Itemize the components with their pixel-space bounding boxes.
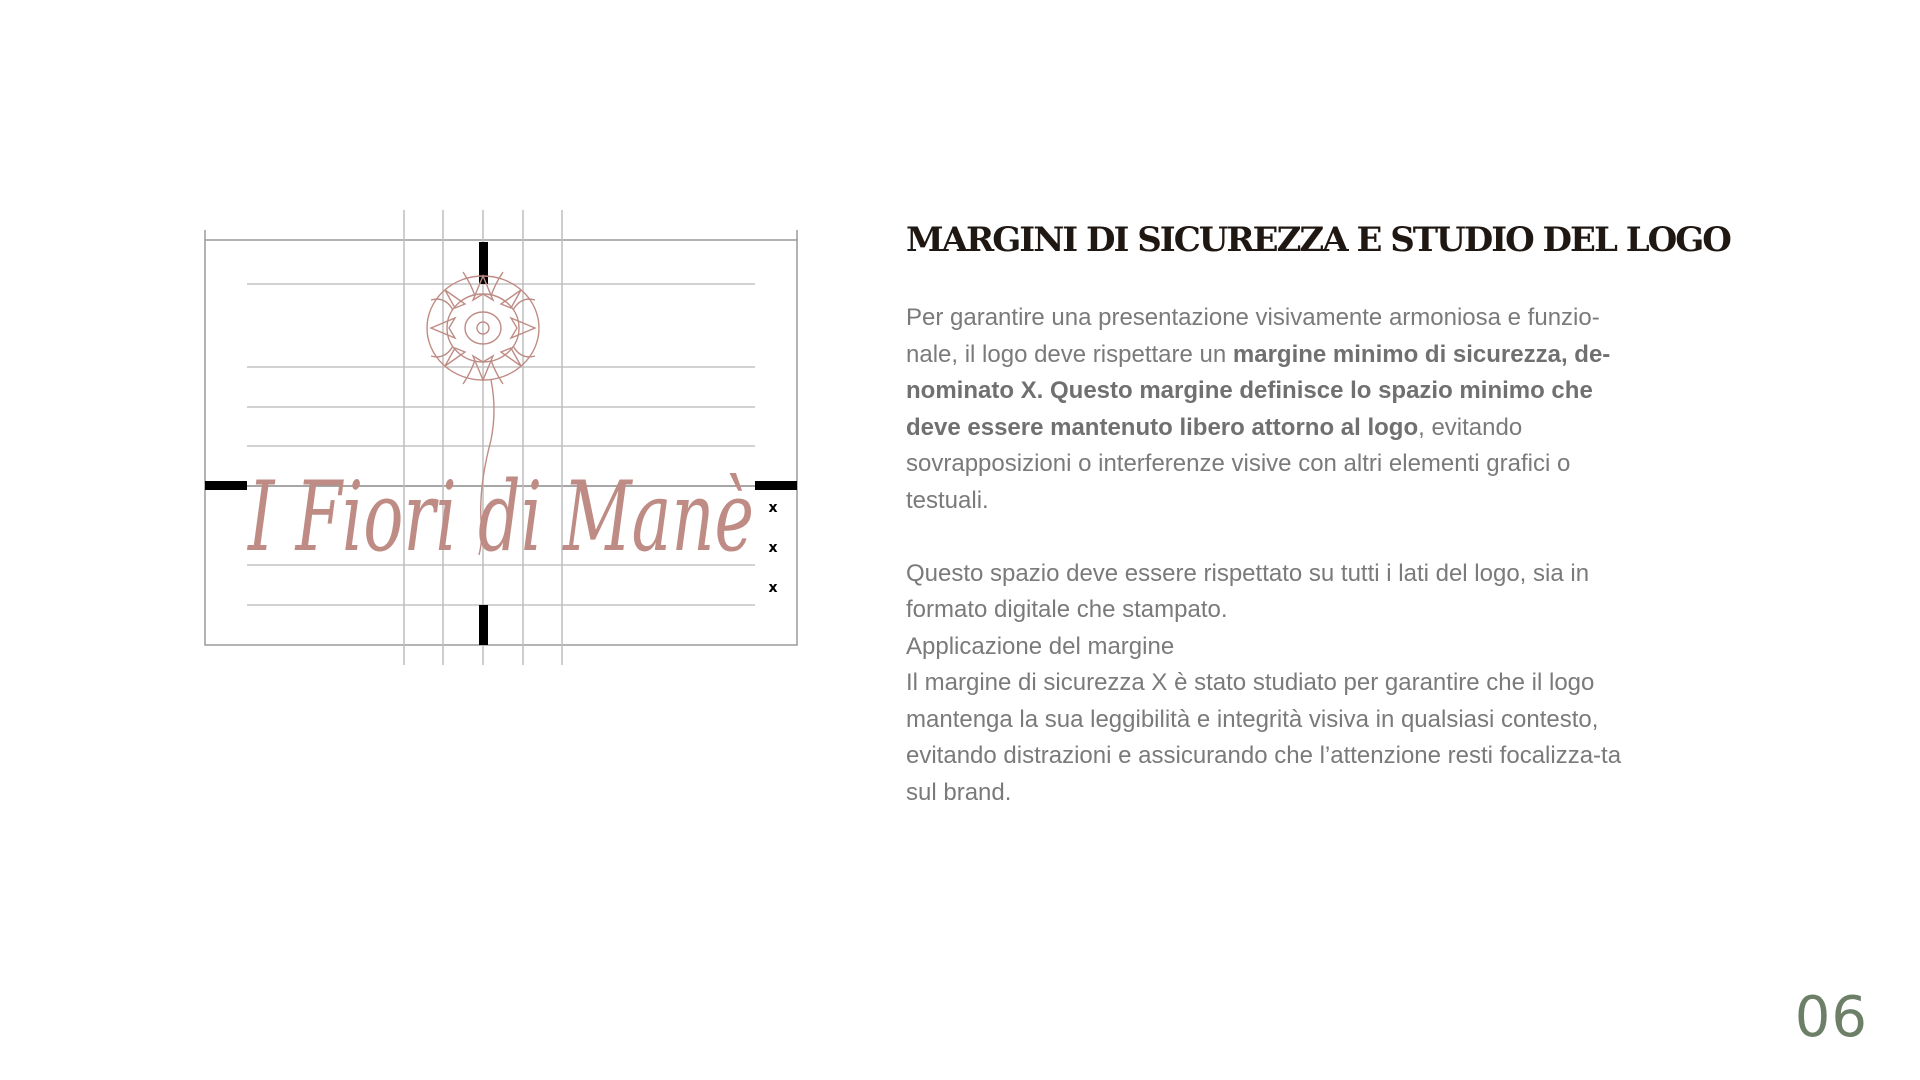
application-heading: Applicazione del margine (906, 632, 1175, 660)
rule-paragraph: Questo spazio deve essere rispettato su tutti i lati del logo, sia in formato digitale che stampato. (906, 559, 1590, 623)
left-margin-marker (205, 481, 247, 490)
logo-grid-diagram (195, 200, 805, 675)
application-paragraph: Il margine di sicurezza X è stato studiato per garantire che il logo mantenga la sua leggibilità e integrità visiva in qualsiasi contesto, evitando distrazioni e assicurando che l’attenzione resti focalizza-ta sul brand. (906, 669, 1622, 806)
margin-x-label: x (768, 540, 778, 556)
bottom-margin-marker (479, 605, 488, 645)
content-column (906, 220, 1730, 811)
page-number: 06 (1794, 985, 1868, 1050)
intro-text: Per garantire una presentazione visivamente armoniosa e funzio-nale, il logo deve rispettare un (906, 304, 1600, 368)
intro-text-end: , evitando sovrapposizioni o interferenze visive con altri elementi grafici o testuali. (906, 413, 1571, 514)
intro-paragraph (906, 300, 1636, 519)
intro-bold-text: margine minimo di sicurezza, de-nominato X. Questo margine definisce lo spazio minimo che deve essere mantenuto libero attorno al logo (906, 340, 1611, 441)
margin-x-label: x (768, 580, 778, 596)
logo-wordmark: I Fiori di Manè (246, 461, 754, 573)
margin-x-label: x (768, 500, 778, 516)
margin-markers (205, 242, 797, 645)
page-title: MARGINI DI SICUREZZA E STUDIO DEL LOGO (906, 220, 1730, 260)
safety-margin-box (205, 240, 797, 645)
right-margin-marker (755, 481, 797, 490)
logo-construction-figure (195, 200, 805, 675)
paragraph-spacer (906, 519, 1636, 556)
